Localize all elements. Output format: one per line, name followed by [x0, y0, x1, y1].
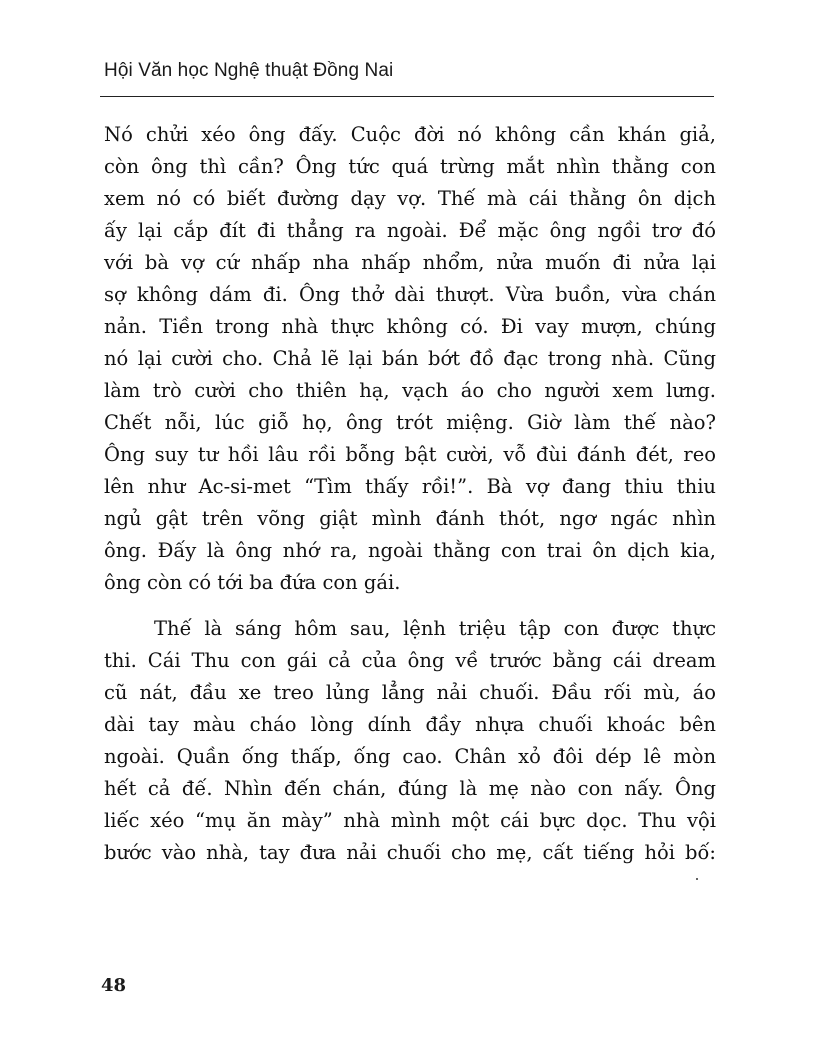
running-header-title: Hội Văn học Nghệ thuật Đồng Nai: [104, 60, 394, 81]
header-divider: [100, 96, 714, 97]
text-line: với bà vợ cứ nhấp nha nhấp nhổm, nửa muốn đi nửa lại: [104, 251, 716, 274]
text-line: hết cả đế. Nhìn đến chán, đúng là mẹ nào con nấy. Ông: [104, 777, 716, 800]
text-line: cũ nát, đầu xe treo lủng lẳng nải chuối. Đầu rối mù, áo: [104, 681, 716, 704]
text-line: làm trò cười cho thiên hạ, vạch áo cho người xem lưng.: [104, 379, 716, 402]
text-line: còn ông thì cần? Ông tức quá trừng mắt nhìn thằng con: [104, 155, 716, 178]
text-line: Chết nỗi, lúc giỗ họ, ông trót miệng. Giờ làm thế nào?: [104, 411, 716, 434]
paragraph-2: [104, 613, 716, 869]
text-line: ngủ gật trên võng giật mình đánh thót, ngơ ngác nhìn: [104, 507, 716, 530]
text-line: xem nó có biết đường dạy vợ. Thế mà cái thằng ôn dịch: [104, 187, 716, 210]
text-line: Ông suy tư hồi lâu rồi bỗng bật cười, vỗ đùi đánh đét, reo: [104, 443, 716, 466]
text-line: bước vào nhà, tay đưa nải chuối cho mẹ, cất tiếng hỏi bố:: [104, 841, 716, 864]
text-line: Thế là sáng hôm sau, lệnh triệu tập con được thực: [154, 617, 716, 640]
text-line: ông còn có tới ba đứa con gái.: [104, 571, 401, 594]
text-line: ngoài. Quần ống thấp, ống cao. Chân xỏ đôi dép lê mòn: [104, 745, 716, 768]
text-line: ấy lại cắp đít đi thẳng ra ngoài. Để mặc ông ngồi trơ đó: [104, 219, 716, 242]
text-line: Nó chửi xéo ông đấy. Cuộc đời nó không cần khán giả,: [104, 123, 716, 146]
page-number: 48: [101, 975, 127, 996]
text-line: dài tay màu cháo lòng dính đầy nhựa chuối khoác bên: [104, 713, 716, 736]
paragraph-gap: [104, 599, 716, 613]
text-line: sợ không dám đi. Ông thở dài thượt. Vừa buồn, vừa chán: [104, 283, 716, 306]
text-line: nản. Tiền trong nhà thực không có. Đi vay mượn, chúng: [104, 315, 716, 338]
text-line: nó lại cười cho. Chả lẽ lại bán bớt đồ đạc trong nhà. Cũng: [104, 347, 716, 370]
paragraph-1: [104, 119, 716, 599]
stray-ink-dot: [696, 878, 698, 880]
text-line: ông. Đấy là ông nhớ ra, ngoài thằng con trai ôn dịch kia,: [104, 539, 716, 562]
text-line: thi. Cái Thu con gái cả của ông về trước bằng cái dream: [104, 649, 716, 672]
text-line: lên như Ac-si-met “Tìm thấy rồi!”. Bà vợ đang thiu thiu: [104, 475, 716, 498]
body-text: [104, 119, 716, 869]
text-line: liếc xéo “mụ ăn mày” nhà mình một cái bực dọc. Thu vội: [104, 809, 716, 832]
